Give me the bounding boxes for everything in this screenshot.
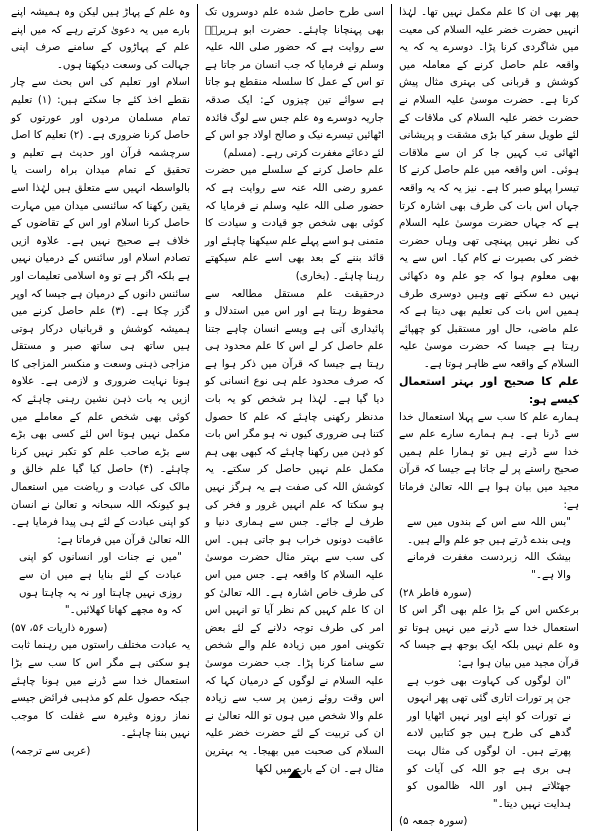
right-column	[392, 4, 586, 831]
page-end-triangle-icon	[288, 769, 302, 778]
right-column-quote-1: "بس اللہ سے اس کے بندوں میں سے وہی بندے ڈرتے ہیں جو علم والے ہیں۔ بیشک اللہ زبردست مغفرت فرمانے والا ہے۔"	[407, 516, 571, 581]
left-column-para-2: اسلام اور تعلیم کی اس بحث سے چار نقطے اخذ کئے جا سکتے ہیں: (۱) تعلیم تمام مسلمان مردوں اور عورتوں کو حاصل کرنا ضروری ہے۔ (۲) تعلیم کا اصل سرچشمہ قرآن اور حدیث ہے تعلیم و تحقیق کے تمام میدان براہ راست یا بالواسطہ انہیں سے متعلق ہیں لہٰذا اسے یقین رکھنا کہ سائنسی میدان میں مہارت حاصل کرنا اسلام اور اس کے تقاضوں کے خلاف ہے صحیح نہیں ہے۔ علاوہ ازیں تصادم اسلام اور سائنس کے درمیان نہیں ہے بلکہ اگر ہے تو وہ اسلامی تعلیمات اور سائنس دانوں کے درمیان ہے جیسا کہ اوپر گزر چکا ہے۔ (۳) علم حاصل کرنے میں ہمیشہ کوشش و قربانیاں درکار ہوتی ہیں ساتھ ہی ساتھ صبر و مستقل مزاجی ذہنی وسعت و منکسر المزاجی کا ہونا نہایت ضروری و لازمی ہے۔ علاوہ ازیں یہ بات ذہن نشین رہنی چاہئے کہ کوئی بھی شخص علم کے معاملے میں مکمل نہیں ہوتا اس لئے کسی بھی بڑے سے بڑے صاحب علم کو تکبر نہیں کرنا چاہئے۔ (۴) حاصل کیا گیا علم خالق و مالک کی عبادت و ریاضت میں استعمال ہو کیونکہ اللہ سبحانہ و تعالیٰ نے انسان کو اپنی عبادت کے لئے ہی پیدا فرمایا ہے۔ اللہ تعالیٰ قرآن میں فرماتا ہے:	[11, 76, 190, 546]
middle-column-para-3: درحقیقت علم مستقل مطالعہ سے محفوظ رہتا ہے اور اس میں استدلال و پائیداری آتی ہے ویسے انسان چاہے جتنا علم حاصل کر لے اس کا علم محدود ہی رہتا ہے جیسا کہ قرآن میں ذکر ہوا ہے کہ صرف محدود علم ہی نوع انسانی کو دیا گیا ہے۔ لہٰذا ہر شخص کو یہ بات مدنظر رکھنی چاہئے کہ علم کا حصول کتنا ہی ضروری کیوں نہ ہو مگر اس بات کو ذہن میں رکھنا چاہئے کہ کبھی بھی ہم مکمل علم نہیں حاصل کر سکتے۔ یہ کوشش اللہ کی صفت ہے یہ ہرگز نہیں ہو سکتا کہ علم انہیں غرور و فخر کی طرف لے جائے۔ جس سے ہماری دنیا و عاقبت دونوں خراب ہو جاتی ہیں۔ اس کی سب سے بہتر مثال حضرت موسیٰ علیہ السلام کا واقعہ ہے۔ جس میں اس کی طرف خاص اشارہ ہے۔ اللہ تعالیٰ کو ان کا علم کہیں کم نظر آیا تو انہیں اس امر کی طرف توجہ دلانے کے لئے بعض تکوینی امور میں زیادہ علم والے شخص سے سامنا کرنا پڑا۔ جب حضرت موسیٰ علیہ السلام نے لوگوں کے درمیان کہا کہ اس وقت روئے زمین پر سب سے زیادہ علم والا شخص میں ہوں تو اللہ تعالیٰ نے ان کی تربیت کے لئے حضرت خضر علیہ السلام کی صحبت میں بھیجا۔ یہ بہترین مثال ہے۔ ان کے بارے میں لکھا	[205, 287, 384, 775]
left-column-reference-2: (عربی سے ترجمہ)	[11, 744, 91, 757]
right-column-reference-1: (سورہ فاطر ۲۸)	[399, 586, 472, 599]
three-column-layout	[4, 4, 586, 828]
right-column-para-2: ہمارے علم کا سب سے پہلا استعمال خدا سے ڈرنا ہے۔ ہم ہمارے سارے علم سے خدا سے ڈرتے ہیں تو ہمارا علم ہمیں صحیح راستے پر لے جاتا ہے جیسا کہ قرآن مجید میں بیان ہوا ہے اللہ تعالیٰ فرماتا ہے:	[399, 410, 579, 511]
middle-column-para-2: علم حاصل کرنے کے سلسلے میں حضرت عمرو رضی اللہ عنہ سے روایت ہے کہ حضور صلی اللہ علیہ وسلم نے فرمایا کہ کوئی بھی شخص جو قیادت و سیادت کا متمنی ہو اسے پہلے علم سیکھنا چاہئے اور قائد بننے کے بعد بھی اسے علم سیکھتے رہنا چاہئے۔ (بخاری)	[205, 164, 384, 282]
left-column-quote: "میں نے جنات اور انسانوں کو اپنی عبادت کے لئے بنایا ہے میں ان سے روزی نہیں چاہتا اور نہ یہ چاہتا ہوں کہ وہ مجھے کھانا کھلائیں۔"	[19, 551, 182, 617]
left-column-para-3: یہ عبادت مختلف راستوں میں رہنما ثابت ہو سکتی ہے مگر اس کا سب سے بڑا استعمال خدا سے ڈرنے میں ہونا چاہئے جبکہ حصول علم کو مذہبی فرائض جیسے نماز روزہ وغیرہ سے غفلت کا موجب نہیں بننا چاہئے۔	[11, 639, 190, 740]
left-column-reference-1: (سورہ ذاریات ۵۶، ۵۷)	[11, 621, 108, 634]
section-heading: علم کا صحیح اور بہتر استعمال کیسے ہو:	[399, 375, 579, 407]
right-column-quote-2: "ان لوگوں کی کہاوت بھی خوب ہے جن پر تورات اتاری گئی تھی پھر انہوں نے تورات کو اپنے اوپر نہیں اٹھایا اور گدھے کی طرح ہیں جو کتابیں لادے پھرتے ہیں۔ ان لوگوں کی مثال بہت ہی بری ہے جو اللہ کی آیات کو جھٹلاتے ہیں اور اللہ ظالموں کو ہدایت نہیں دیتا۔"	[407, 674, 571, 810]
right-column-para-3: برعکس اس کے بڑا علم بھی اگر اس کا استعمال خدا سے ڈرنے میں نہیں ہوتا تو وہ علم نہیں بلکہ ایک بوجھ ہے جیسا کہ قرآن مجید میں بیان ہوا ہے:	[399, 604, 579, 669]
right-column-reference-2: (سورہ جمعہ ۵)	[399, 815, 468, 828]
left-column-para-1: وہ علم کے پہاڑ ہیں لیکن وہ ہمیشہ اپنے بارے میں یہ دعویٰ کرتے رہے کہ میں اپنے علم کے پہاڑوں کے سامنے صرف اپنی جہالت کی وسعت دیکھتا ہوں۔	[11, 6, 190, 71]
middle-column-para-1: اسی طرح حاصل شدہ علم دوسروں تک بھی پہنچانا چاہئے۔ حضرت ابو ہریرہؓ سے روایت ہے کہ حضور صلی اللہ علیہ وسلم نے فرمایا کہ جب انسان مر جاتا ہے تو اس کے عمل کا سلسلہ منقطع ہو جاتا ہے سوائے تین چیزوں کے: ایک صدقہ جاریہ دوسرے وہ علم جس سے لوگ فائدہ اٹھائیں تیسرے نیک و صالح اولاد جو اس کے لئے دعائے مغفرت کرتی رہے۔ (مسلم)	[205, 6, 384, 159]
right-column-para-1: پھر بھی ان کا علم مکمل نہیں تھا۔ لہٰذا انہیں حضرت خضر علیہ السلام کی معیت میں شاگردی کرنا پڑا۔ دوسرے یہ کہ یہ واقعہ علم حاصل کرنے کے معاملہ میں کوشش و قربانی کی بہتری مثال پیش کرتا ہے۔ حضرت موسیٰ علیہ السلام نے حضرت خضر علیہ السلام کی ملاقات کے لئے طویل سفر کیا بڑی مشقت و پریشانی اٹھائی تب کہیں جا کر ان سے ملاقات ہوئی۔ اس واقعہ میں علم حاصل کرنے کا تیسرا پہلو صبر کا ہے۔ نیز یہ کہ یہ واقعہ جہاں اس بات کی طرف بھی اشارہ کرتا ہے کہ جہاں حضرت موسیٰ علیہ السلام کی نظر نہیں پہنچی تھی وہاں حضرت خضر کی بصیرت نے کام کیا۔ اس سے یہ بھی معلوم ہوا کہ جو علم وہ دکھائی نہیں دے سکتے تھے وہیں دوسری طرف ہمیں اس بات کی تعلیم بھی دیتا ہے کہ علم ماضی، حال اور مستقبل کو چھپائے رہتا ہے جیسا کہ حضرت موسیٰ علیہ السلام کے واقعہ سے ظاہر ہوتا ہے۔	[399, 6, 579, 370]
middle-column	[198, 4, 392, 831]
left-column	[4, 4, 198, 831]
